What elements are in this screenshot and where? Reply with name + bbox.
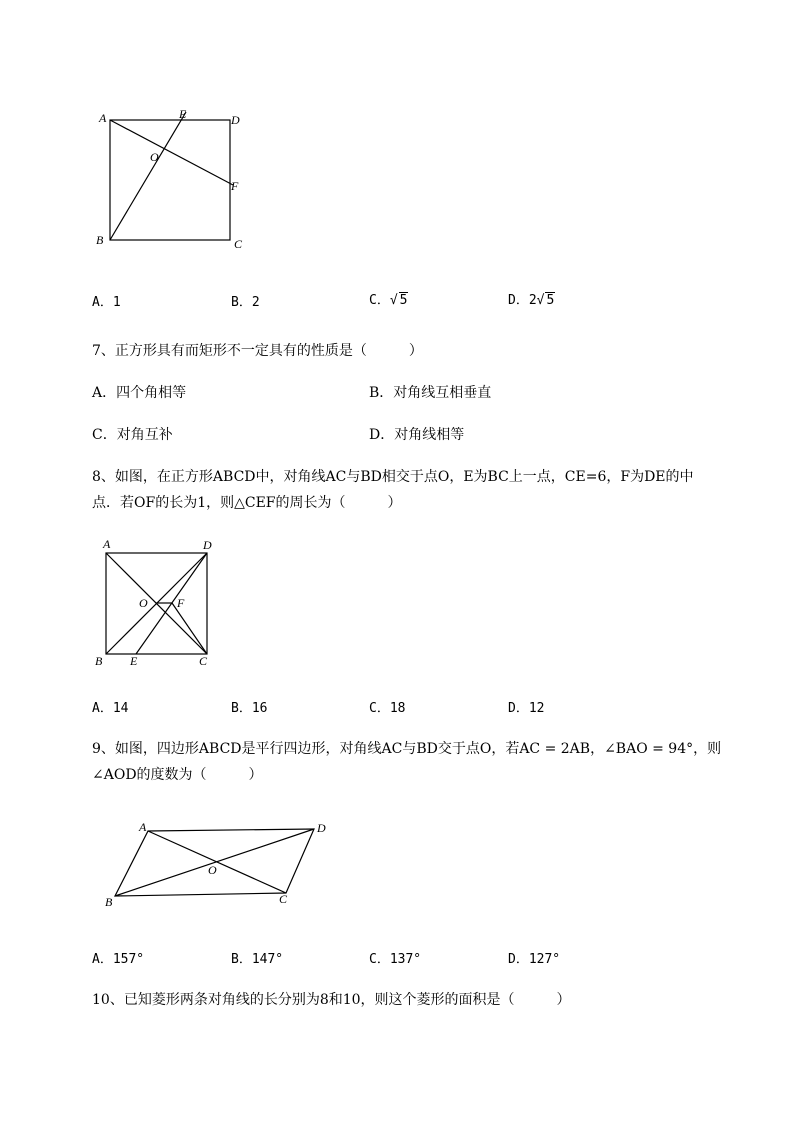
q6-option-d-radicand: 5	[546, 293, 555, 308]
q6-option-d-prefix: D．2	[508, 293, 537, 308]
q8-stem-line1: 8、如图，在正方形ABCD中，对角线AC与BD相交于点O，E为BC上一点，CE=6，F为DE的中	[92, 469, 694, 485]
q9-stem-line2: ∠AOD的度数为（ ）	[92, 767, 263, 783]
label-e: E	[130, 654, 138, 668]
q8-stem-line2: 点．若OF的长为1，则△CEF的周长为（ ）	[92, 495, 402, 511]
q6-option-b: B．2	[231, 295, 260, 310]
label-b: B	[95, 654, 103, 668]
label-c: C	[234, 237, 243, 251]
label-f: F	[231, 179, 239, 193]
label-c: C	[279, 892, 288, 906]
label-d: D	[317, 821, 326, 835]
q6-option-d: D．2√ 5	[508, 293, 555, 308]
q8-option-b: B．16	[231, 701, 268, 716]
q6-option-c-prefix: C．	[369, 293, 390, 308]
label-a: A	[99, 111, 107, 125]
q7-option-d: D．对角线相等	[369, 427, 465, 443]
figure-square-diagonals	[90, 535, 230, 670]
q6-option-c-radicand: 5	[399, 293, 408, 308]
label-a: A	[139, 820, 147, 834]
q10-stem: 10、已知菱形两条对角线的长分别为8和10，则这个菱形的面积是（ ）	[92, 992, 571, 1008]
q9-option-c: C．137°	[369, 952, 422, 967]
label-b: B	[96, 233, 104, 247]
figure-parallelogram	[100, 818, 340, 913]
q7-option-c: C．对角互补	[92, 427, 173, 443]
label-o: O	[150, 150, 159, 164]
q7-stem: 7、正方形具有而矩形不一定具有的性质是（ ）	[92, 343, 423, 359]
label-b: B	[105, 895, 113, 909]
label-d: D	[203, 538, 212, 552]
q6-option-a: A．1	[92, 295, 121, 310]
label-d: D	[231, 113, 240, 127]
q7-option-a: A．四个角相等	[92, 385, 187, 401]
q6-option-c: C．√ 5	[369, 293, 408, 308]
label-f: F	[177, 596, 185, 610]
label-c: C	[199, 654, 208, 668]
q9-option-d: D．127°	[508, 952, 561, 967]
q8-option-a: A．14	[92, 701, 129, 716]
label-a: A	[103, 537, 111, 551]
q9-stem-line1: 9、如图，四边形ABCD是平行四边形，对角线AC与BD交于点O，若AC = 2AB，∠BAO = 94°，则	[92, 741, 722, 757]
q9-option-a: A．157°	[92, 952, 145, 967]
q7-option-b: B．对角线互相垂直	[369, 385, 492, 401]
label-o: O	[208, 863, 217, 877]
q9-option-b: B．147°	[231, 952, 284, 967]
label-o: O	[139, 596, 148, 610]
label-e: E	[179, 107, 187, 121]
figure-square-aefo	[90, 104, 260, 254]
q8-option-d: D．12	[508, 701, 545, 716]
q8-option-c: C．18	[369, 701, 406, 716]
